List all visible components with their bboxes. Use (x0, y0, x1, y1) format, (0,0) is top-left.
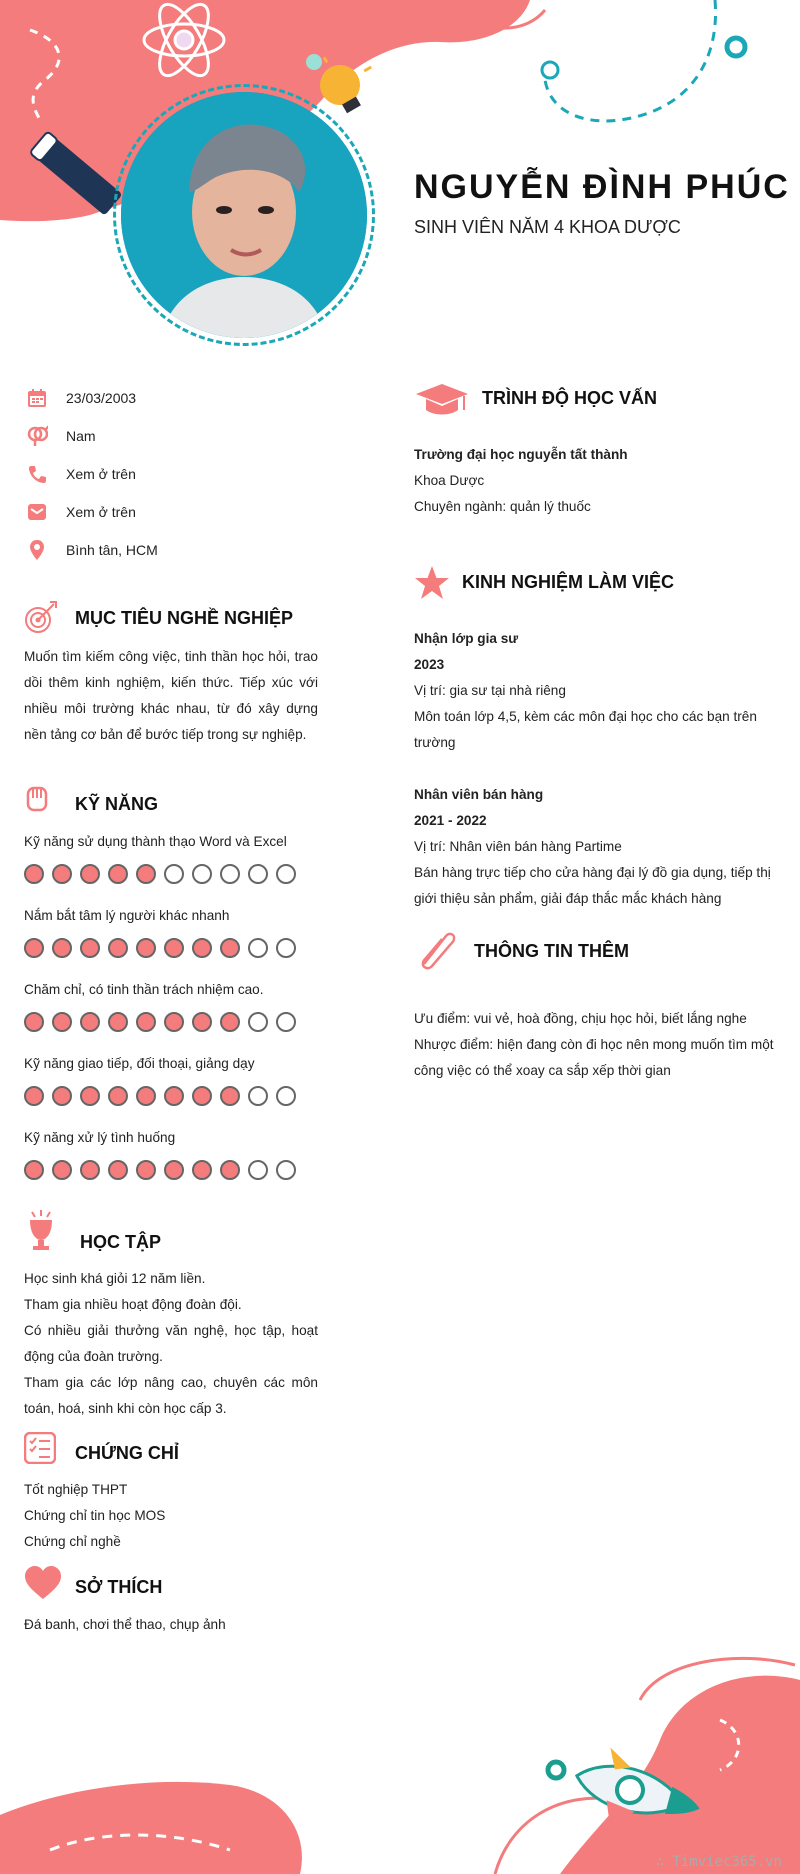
rating-dot-empty (276, 1086, 296, 1106)
skill-rating (24, 864, 296, 884)
rating-dot-filled (192, 938, 212, 958)
info-phone (26, 460, 136, 488)
rating-dot-filled (108, 1012, 128, 1032)
certificates-list (24, 1477, 318, 1555)
strengths-text: Ưu điểm: vui vẻ, hoà đồng, chịu học hỏi, biết lắng nghe (414, 1011, 747, 1026)
experience-job-1 (414, 626, 774, 756)
skill-label: Chăm chỉ, có tinh thần trách nhiệm cao. (24, 982, 264, 997)
phone-icon (26, 463, 48, 485)
rating-dot-empty (276, 864, 296, 884)
target-icon (24, 600, 58, 634)
rating-dot-filled (164, 938, 184, 958)
watermark (656, 1854, 782, 1870)
watermark-icon: ∴ (655, 1854, 673, 1870)
more-info-text (414, 1006, 774, 1084)
rating-dot-filled (24, 1160, 44, 1180)
job-description: Môn toán lớp 4,5, kèm các môn đại học cho các bạn trên trường (414, 709, 757, 750)
weaknesses-text: Nhược điểm: hiện đang còn đi học nên mong muốn tìm một công việc có thể xoay ca sắp xếp thời gian (414, 1037, 774, 1078)
rating-dot-filled (80, 938, 100, 958)
skill-rating (24, 1012, 296, 1032)
rating-dot-filled (24, 938, 44, 958)
rating-dot-empty (192, 864, 212, 884)
job-position: Vị trí: Nhân viên bán hàng Partime (414, 839, 622, 854)
education-details (414, 442, 774, 520)
phone-text: Xem ở trên (66, 466, 136, 482)
calendar-icon (26, 387, 48, 409)
study-line: Có nhiều giải thưởng văn nghệ, học tập, hoạt động của đoàn trường. (24, 1323, 318, 1364)
avatar (121, 92, 367, 338)
fist-icon (24, 784, 50, 816)
objective-title: MỤC TIÊU NGHỀ NGHIỆP (75, 608, 294, 628)
rating-dot-empty (248, 938, 268, 958)
rating-dot-filled (220, 1160, 240, 1180)
rating-dot-filled (192, 1012, 212, 1032)
rating-dot-filled (220, 1012, 240, 1032)
study-text (24, 1266, 318, 1422)
info-email (26, 498, 136, 526)
rating-dot-filled (192, 1160, 212, 1180)
study-line: Học sinh khá giỏi 12 năm liền. (24, 1271, 206, 1286)
rating-dot-filled (52, 1160, 72, 1180)
hobbies-title: SỞ THÍCH (75, 1577, 163, 1597)
heart-icon (24, 1566, 62, 1600)
education-school: Trường đại học nguyễn tất thành (414, 447, 628, 462)
graduation-cap-icon (414, 382, 470, 418)
rating-dot-filled (164, 1160, 184, 1180)
experience-job-2 (414, 782, 774, 912)
info-address (26, 536, 158, 564)
education-faculty: Khoa Dược (414, 473, 485, 488)
trophy-icon (24, 1210, 58, 1252)
rating-dot-filled (52, 1012, 72, 1032)
experience-title: KINH NGHIỆM LÀM VIỆC (462, 572, 675, 592)
rating-dot-empty (248, 1086, 268, 1106)
rating-dot-filled (164, 1012, 184, 1032)
checklist-icon (24, 1432, 56, 1464)
skill-label: Kỹ năng giao tiếp, đối thoại, giảng dạy (24, 1056, 255, 1071)
skill-rating (24, 1160, 296, 1180)
watermark-text: Timviec365.vn (672, 1854, 782, 1870)
candidate-subtitle: SINH VIÊN NĂM 4 KHOA DƯỢC (414, 217, 681, 237)
rating-dot-filled (108, 938, 128, 958)
rating-dot-empty (220, 864, 240, 884)
hobbies-text: Đá banh, chơi thể thao, chụp ảnh (24, 1617, 226, 1632)
rating-dot-filled (220, 938, 240, 958)
rating-dot-empty (276, 938, 296, 958)
gender-icon (26, 425, 48, 447)
rating-dot-filled (136, 1012, 156, 1032)
candidate-name: NGUYỄN ĐÌNH PHÚC (414, 168, 790, 206)
info-birthdate (26, 384, 136, 412)
info-gender (26, 422, 96, 450)
certificate-item: Chứng chỉ nghề (24, 1534, 121, 1549)
rating-dot-filled (80, 1086, 100, 1106)
rating-dot-filled (136, 1086, 156, 1106)
skill-rating (24, 1086, 296, 1106)
job-period: 2021 - 2022 (414, 813, 487, 828)
rating-dot-filled (80, 1012, 100, 1032)
rating-dot-filled (108, 1086, 128, 1106)
skill-rating (24, 938, 296, 958)
skill-label: Nắm bắt tâm lý người khác nhanh (24, 908, 230, 923)
star-icon (414, 565, 450, 601)
rating-dot-filled (164, 1086, 184, 1106)
education-title: TRÌNH ĐỘ HỌC VẤN (482, 388, 657, 408)
rating-dot-filled (24, 864, 44, 884)
rating-dot-filled (80, 864, 100, 884)
skill-label: Kỹ năng xử lý tình huống (24, 1130, 176, 1145)
job-description: Bán hàng trực tiếp cho cửa hàng đại lý đồ gia dụng, tiếp thị giới thiệu sản phẩm, giải đáp thắc mắc khách hàng (414, 865, 771, 906)
email-icon (26, 501, 48, 523)
job-position: Vị trí: gia sư tại nhà riêng (414, 683, 566, 698)
email-text: Xem ở trên (66, 504, 136, 520)
rating-dot-empty (276, 1012, 296, 1032)
job-period: 2023 (414, 657, 445, 672)
certificate-item: Tốt nghiệp THPT (24, 1482, 128, 1497)
certificates-title: CHỨNG CHỈ (75, 1443, 179, 1463)
avatar-image (121, 92, 367, 338)
bottom-left-blob (0, 1782, 302, 1874)
more-info-title: THÔNG TIN THÊM (474, 941, 629, 961)
education-major: Chuyên ngành: quản lý thuốc (414, 499, 591, 514)
rating-dot-empty (248, 864, 268, 884)
study-line: Tham gia các lớp nâng cao, chuyên các môn toán, hoá, sinh khi còn học cấp 3. (24, 1375, 318, 1416)
rating-dot-empty (248, 1160, 268, 1180)
rating-dot-empty (276, 1160, 296, 1180)
location-pin-icon (26, 539, 48, 561)
certificate-item: Chứng chỉ tin học MOS (24, 1508, 166, 1523)
rating-dot-filled (52, 938, 72, 958)
rating-dot-filled (220, 1086, 240, 1106)
rating-dot-filled (192, 1086, 212, 1106)
address-text: Bình tân, HCM (66, 542, 158, 558)
rating-dot-filled (80, 1160, 100, 1180)
rating-dot-filled (52, 864, 72, 884)
job-title: Nhân viên bán hàng (414, 787, 544, 802)
objective-text: Muốn tìm kiếm công việc, tinh thần học hỏi, trao dồi thêm kinh nghiệm, kiến thức. Tiếp xúc với nhiều môi trường khác nhau, từ đó xây dựng nền tảng cơ bản để bước tiếp trong sự nghiệp. (24, 649, 318, 742)
paperclip-icon (414, 928, 458, 972)
skills-title: KỸ NĂNG (75, 794, 159, 814)
rating-dot-filled (136, 1160, 156, 1180)
rating-dot-empty (248, 1012, 268, 1032)
rating-dot-filled (52, 1086, 72, 1106)
rating-dot-filled (24, 1012, 44, 1032)
study-line: Tham gia nhiều hoạt động đoàn đội. (24, 1297, 242, 1312)
rating-dot-filled (136, 938, 156, 958)
rating-dot-filled (108, 864, 128, 884)
gender-text: Nam (66, 428, 96, 444)
rating-dot-filled (108, 1160, 128, 1180)
skill-label: Kỹ năng sử dụng thành thạo Word và Excel (24, 834, 287, 849)
rating-dot-empty (164, 864, 184, 884)
job-title: Nhận lớp gia sư (414, 631, 519, 646)
birthdate-text: 23/03/2003 (66, 390, 137, 406)
rating-dot-filled (136, 864, 156, 884)
study-title: HỌC TẬP (80, 1232, 161, 1252)
rating-dot-filled (24, 1086, 44, 1106)
